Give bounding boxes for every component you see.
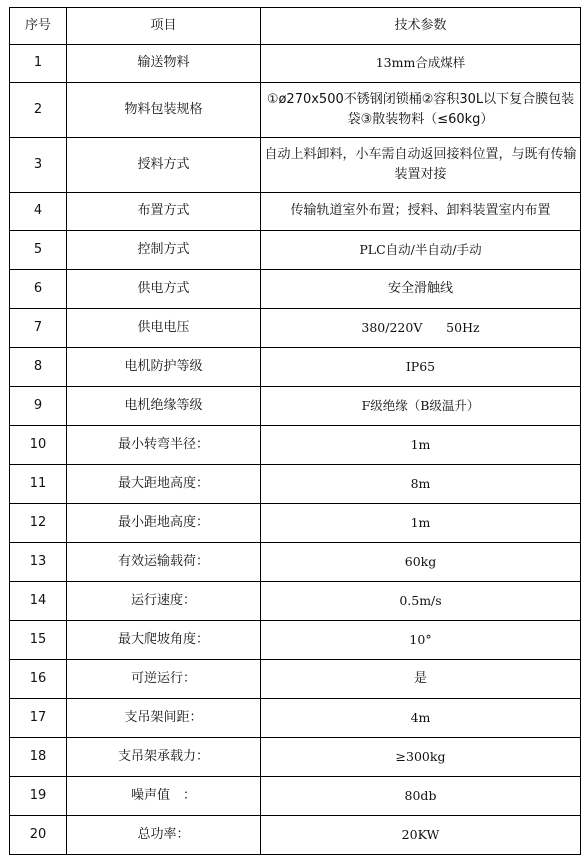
- row-item: 物料包装规格: [67, 83, 261, 138]
- table-row: [10, 543, 581, 582]
- table-row: [10, 426, 581, 465]
- row-no: 17: [10, 699, 67, 738]
- row-value: 1m: [261, 426, 581, 465]
- row-value: 60kg: [261, 543, 581, 582]
- row-no: 12: [10, 504, 67, 543]
- row-no: 14: [10, 582, 67, 621]
- table-row: [10, 231, 581, 270]
- row-no: 9: [10, 387, 67, 426]
- row-item: 电机防护等级: [67, 348, 261, 387]
- row-item: 供电方式: [67, 270, 261, 309]
- row-item: 布置方式: [67, 193, 261, 231]
- row-no: 10: [10, 426, 67, 465]
- row-value: 13mm合成煤样: [261, 45, 581, 83]
- row-value: 是: [261, 660, 581, 699]
- row-item: 总功率：: [67, 816, 261, 855]
- row-item: 运行速度：: [67, 582, 261, 621]
- row-no: 18: [10, 738, 67, 777]
- row-item: 电机绝缘等级: [67, 387, 261, 426]
- row-item: 最大距地高度：: [67, 465, 261, 504]
- header-value: 技术参数: [261, 8, 581, 45]
- row-value: IP65: [261, 348, 581, 387]
- row-no: 4: [10, 193, 67, 231]
- row-no: 8: [10, 348, 67, 387]
- row-item: 有效运输载荷：: [67, 543, 261, 582]
- row-no: 2: [10, 83, 67, 138]
- table-row: [10, 582, 581, 621]
- row-value: ≥300kg: [261, 738, 581, 777]
- table-row: [10, 738, 581, 777]
- row-value: 8m: [261, 465, 581, 504]
- row-value: 20KW: [261, 816, 581, 855]
- row-no: 15: [10, 621, 67, 660]
- row-no: 20: [10, 816, 67, 855]
- row-item: 支吊架承载力：: [67, 738, 261, 777]
- table-row: [10, 83, 581, 138]
- row-item: 最小距地高度：: [67, 504, 261, 543]
- row-no: 6: [10, 270, 67, 309]
- header-item: 项目: [67, 8, 261, 45]
- row-no: 13: [10, 543, 67, 582]
- table-row: [10, 777, 581, 816]
- table-row: [10, 270, 581, 309]
- row-item: 控制方式: [67, 231, 261, 270]
- row-value: 10°: [261, 621, 581, 660]
- table-row: [10, 465, 581, 504]
- table-row: [10, 193, 581, 231]
- row-item: 输送物料: [67, 45, 261, 83]
- row-value: 自动上料卸料，小车需自动返回接料位置，与既有传输装置对接: [261, 138, 581, 193]
- row-no: 19: [10, 777, 67, 816]
- row-value: 80db: [261, 777, 581, 816]
- row-no: 3: [10, 138, 67, 193]
- table-row: [10, 816, 581, 855]
- row-item: 授料方式: [67, 138, 261, 193]
- row-item: 最小转弯半径：: [67, 426, 261, 465]
- table-header-row: [10, 8, 581, 45]
- table-row: [10, 309, 581, 348]
- table-row: [10, 699, 581, 738]
- row-value: 0.5m/s: [261, 582, 581, 621]
- table-row: [10, 138, 581, 193]
- spec-table: [9, 7, 581, 855]
- header-no: 序号: [10, 8, 67, 45]
- row-value: F级绝缘（B级温升）: [261, 387, 581, 426]
- row-item: 供电电压: [67, 309, 261, 348]
- row-value: 4m: [261, 699, 581, 738]
- row-no: 11: [10, 465, 67, 504]
- row-item: 最大爬坡角度：: [67, 621, 261, 660]
- table-row: [10, 504, 581, 543]
- table-row: [10, 660, 581, 699]
- row-value: 传输轨道室外布置；授料、卸料装置室内布置: [261, 193, 581, 231]
- row-no: 1: [10, 45, 67, 83]
- row-no: 16: [10, 660, 67, 699]
- row-item: 可逆运行：: [67, 660, 261, 699]
- row-no: 5: [10, 231, 67, 270]
- table-row: [10, 387, 581, 426]
- table-row: [10, 621, 581, 660]
- table-row: [10, 45, 581, 83]
- row-value: 1m: [261, 504, 581, 543]
- row-no: 7: [10, 309, 67, 348]
- row-value: 安全滑触线: [261, 270, 581, 309]
- row-value: 380/220V 50Hz: [261, 309, 581, 348]
- row-value: ①ø270x500不锈钢闭锁桶②容积30L以下复合膜包装袋③散装物料（≤60kg）: [261, 83, 581, 138]
- row-item: 支吊架间距：: [67, 699, 261, 738]
- row-value: PLC自动/半自动/手动: [261, 231, 581, 270]
- row-item: 噪声值 ：: [67, 777, 261, 816]
- table-row: [10, 348, 581, 387]
